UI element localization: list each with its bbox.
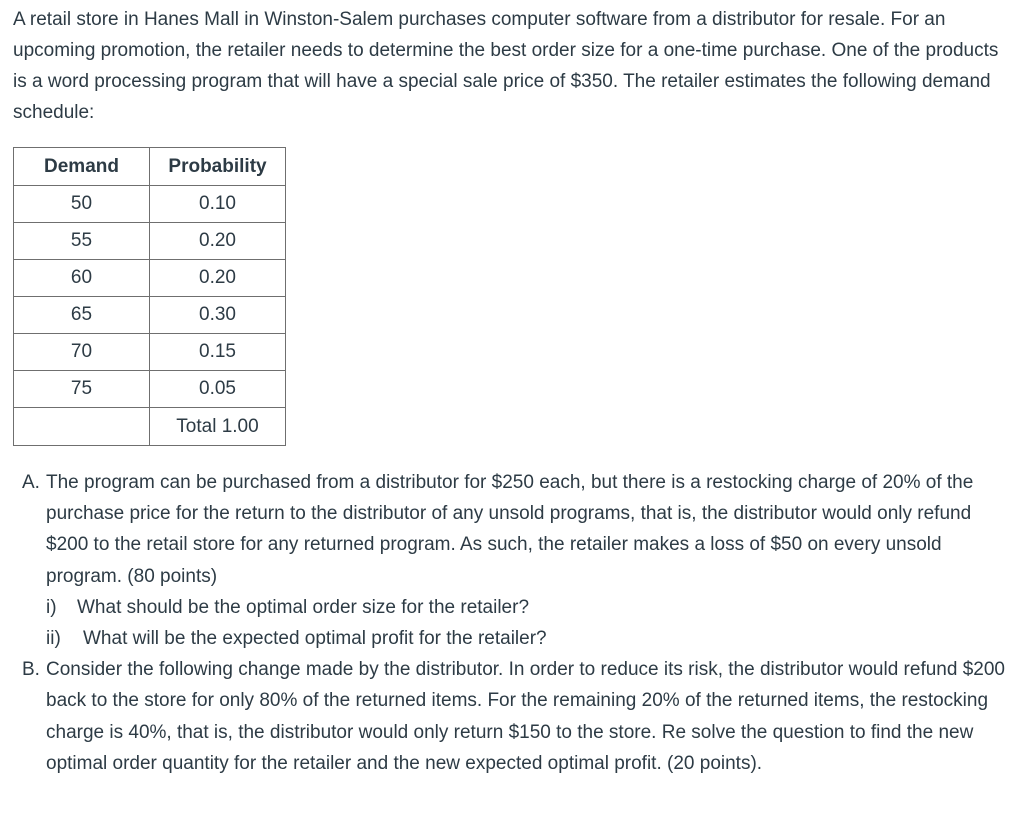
question-a-sub-i <box>46 592 1012 623</box>
demand-cell: 50 <box>14 186 150 223</box>
probability-cell: 0.15 <box>150 334 286 371</box>
question-b <box>22 654 1012 779</box>
header-probability: Probability <box>150 148 286 186</box>
demand-cell: 55 <box>14 223 150 260</box>
question-a-text: The program can be purchased from a distributor for $250 each, but there is a restocking charge of 20% of the purchase price for the return to the distributor of any unsold programs, that is, the distributor would only refund $200 to the retail store for any returned program. As such, the retailer makes a loss of $50 on every unsold program. (80 points) <box>46 472 974 587</box>
header-demand: Demand <box>14 148 150 186</box>
table-row <box>14 223 286 260</box>
question-b-letter: B. <box>22 659 40 681</box>
demand-cell: 60 <box>14 260 150 297</box>
table-total-row <box>14 408 286 446</box>
problem-intro: A retail store in Hanes Mall in Winston-Salem purchases computer software from a distributor for resale. For an upcoming promotion, the retailer needs to determine the best order size for a one-time purchase. One of the products is a word processing program that will have a special sale price of $350. The retailer estimates the following demand schedule: <box>13 9 999 123</box>
question-b-text: Consider the following change made by the distributor. In order to reduce its risk, the distributor would refund $200 back to the store for only 80% of the returned items. For the remaining 20% of the returned items, the restocking charge is 40%, that is, the distributor would only return $150 to the store. Re solve the question to find the new optimal order quantity for the retailer and the new expected optimal profit. (20 points). <box>46 659 1005 774</box>
question-a-sub-ii <box>46 623 1012 654</box>
demand-schedule-table <box>13 147 286 446</box>
empty-cell <box>14 408 150 446</box>
probability-cell: 0.10 <box>150 186 286 223</box>
sub-i-text: What should be the optimal order size for the retailer? <box>77 596 530 618</box>
question-a-letter: A. <box>22 472 40 493</box>
sub-ii-text: What will be the expected optimal profit for the retailer? <box>83 628 547 650</box>
total-cell: Total 1.00 <box>150 408 286 446</box>
questions-list <box>22 467 1012 779</box>
table-row <box>14 371 286 408</box>
probability-cell: 0.20 <box>150 260 286 297</box>
sub-ii-number: ii) <box>46 628 61 650</box>
question-a <box>22 467 1012 654</box>
demand-cell: 75 <box>14 371 150 408</box>
table-row <box>14 297 286 334</box>
probability-cell: 0.05 <box>150 371 286 408</box>
demand-cell: 70 <box>14 334 150 371</box>
table-row <box>14 334 286 371</box>
probability-cell: 0.20 <box>150 223 286 260</box>
probability-cell: 0.30 <box>150 297 286 334</box>
table-row <box>14 260 286 297</box>
table-row <box>14 186 286 223</box>
sub-i-number: i) <box>46 596 57 618</box>
table-header-row <box>14 148 286 186</box>
demand-cell: 65 <box>14 297 150 334</box>
